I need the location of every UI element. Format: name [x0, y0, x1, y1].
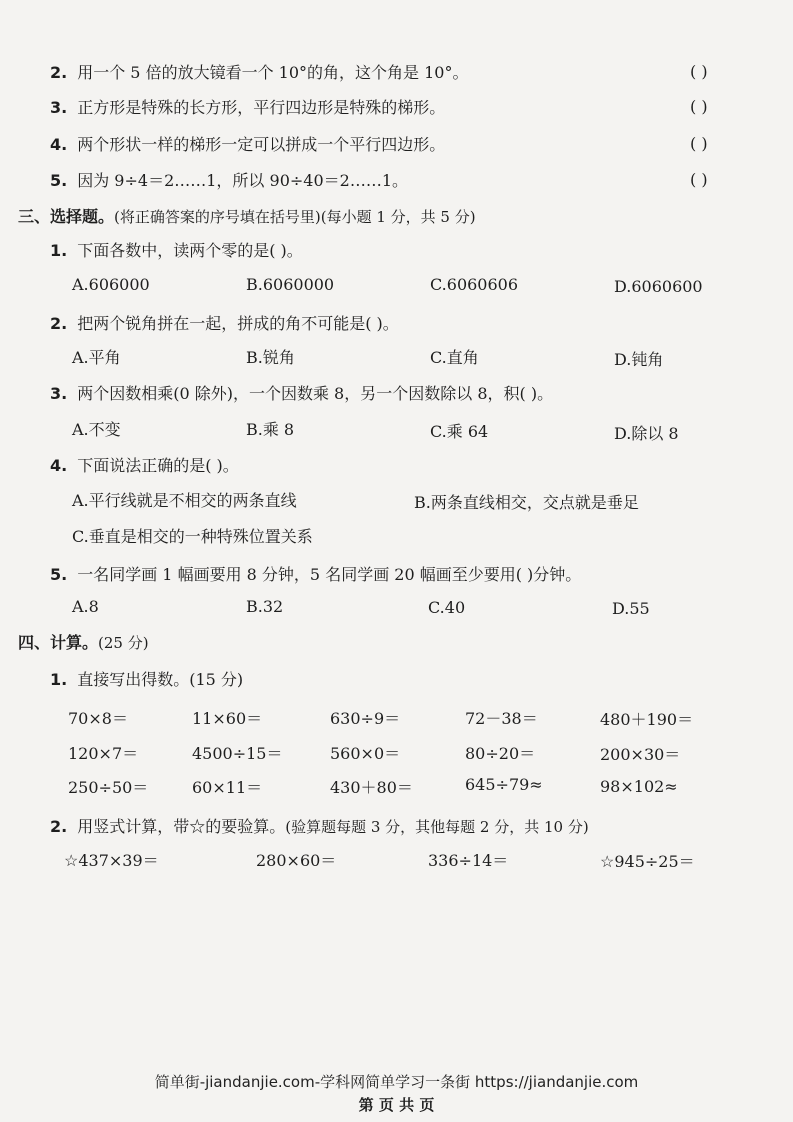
option-b: B.两条直线相交，交点就是垂足 — [414, 493, 639, 512]
option-a: A.平角 — [72, 348, 121, 367]
option-b: B.6060000 — [246, 275, 335, 294]
calc-item: 250÷50＝ — [68, 778, 149, 797]
option-d: D.钝角 — [614, 350, 664, 369]
option-a: A.平行线就是不相交的两条直线 — [72, 491, 297, 510]
answer-paren[interactable]: ( ) — [690, 97, 708, 116]
calc-item: 430＋80＝ — [330, 778, 413, 797]
calc-item: 645÷79≈ — [465, 775, 543, 794]
option-d: D.除以 8 — [614, 424, 679, 443]
judge-item-2: 2. 用一个 5 倍的放大镜看一个 10°的角，这个角是 10°。 — [50, 63, 469, 82]
choice-question-5: 5. 一名同学画 1 幅画要用 8 分钟，5 名同学画 20 幅画至少要用( )分钟。 — [50, 565, 582, 584]
option-d: D.55 — [612, 599, 650, 618]
option-a: A.606000 — [72, 275, 150, 294]
vertical-calc-item: ☆945÷25＝ — [600, 852, 695, 871]
section-title-choice: 三、选择题。(将正确答案的序号填在括号里)(每小题 1 分，共 5 分) — [18, 207, 476, 226]
judge-item-3: 3. 正方形是特殊的长方形，平行四边形是特殊的梯形。 — [50, 98, 446, 117]
vertical-calc-item: ☆437×39＝ — [64, 851, 159, 870]
page-number: 第 页 共 页 — [358, 1096, 435, 1114]
answer-paren[interactable]: ( ) — [690, 170, 708, 189]
option-c: C.乘 64 — [430, 422, 489, 441]
calc-item: 72－38＝ — [465, 709, 538, 728]
calc-question-1: 1. 直接写出得数。(15 分) — [50, 670, 244, 689]
calc-item: 4500÷15＝ — [192, 744, 283, 763]
judge-item-4: 4. 两个形状一样的梯形一定可以拼成一个平行四边形。 — [50, 135, 446, 154]
calc-item: 60×11＝ — [192, 778, 263, 797]
calc-item: 80÷20＝ — [465, 744, 536, 763]
option-c: C.40 — [428, 598, 466, 617]
calc-item: 120×7＝ — [68, 744, 139, 763]
answer-paren[interactable]: ( ) — [690, 134, 708, 153]
vertical-calc-item: 336÷14＝ — [428, 851, 509, 870]
calc-item: 560×0＝ — [330, 744, 401, 763]
calc-item: 630÷9＝ — [330, 709, 401, 728]
choice-question-3: 3. 两个因数相乘(0 除外)，一个因数乘 8，另一个因数除以 8，积( )。 — [50, 384, 554, 403]
calc-item: 70×8＝ — [68, 709, 128, 728]
option-b: B.32 — [246, 597, 284, 616]
calc-item: 98×102≈ — [600, 777, 678, 796]
choice-question-1: 1. 下面各数中，读两个零的是( )。 — [50, 241, 303, 260]
option-c: C.6060606 — [430, 275, 519, 294]
judge-item-5: 5. 因为 9÷4＝2……1，所以 90÷40＝2……1。 — [50, 171, 409, 190]
option-a: A.不变 — [72, 420, 121, 439]
option-c: C.直角 — [430, 348, 479, 367]
choice-question-2: 2. 把两个锐角拼在一起，拼成的角不可能是( )。 — [50, 314, 399, 333]
option-c: C.垂直是相交的一种特殊位置关系 — [72, 527, 313, 546]
option-a: A.8 — [72, 597, 99, 616]
vertical-calc-item: 280×60＝ — [256, 851, 337, 870]
calc-item: 200×30＝ — [600, 745, 681, 764]
option-d: D.6060600 — [614, 277, 703, 296]
calc-item: 480＋190＝ — [600, 710, 694, 729]
option-b: B.乘 8 — [246, 420, 295, 439]
footer-source: 简单街-jiandanjie.com-学科网简单学习一条街 https://jiandanjie.com — [154, 1073, 639, 1091]
answer-paren[interactable]: ( ) — [690, 62, 708, 81]
calc-item: 11×60＝ — [192, 709, 263, 728]
option-b: B.锐角 — [246, 348, 295, 367]
choice-question-4: 4. 下面说法正确的是( )。 — [50, 456, 239, 475]
calc-question-2: 2. 用竖式计算，带☆的要验算。(验算题每题 3 分，其他每题 2 分，共 10 分) — [50, 817, 589, 836]
section-title-calc: 四、计算。(25 分) — [18, 633, 149, 652]
